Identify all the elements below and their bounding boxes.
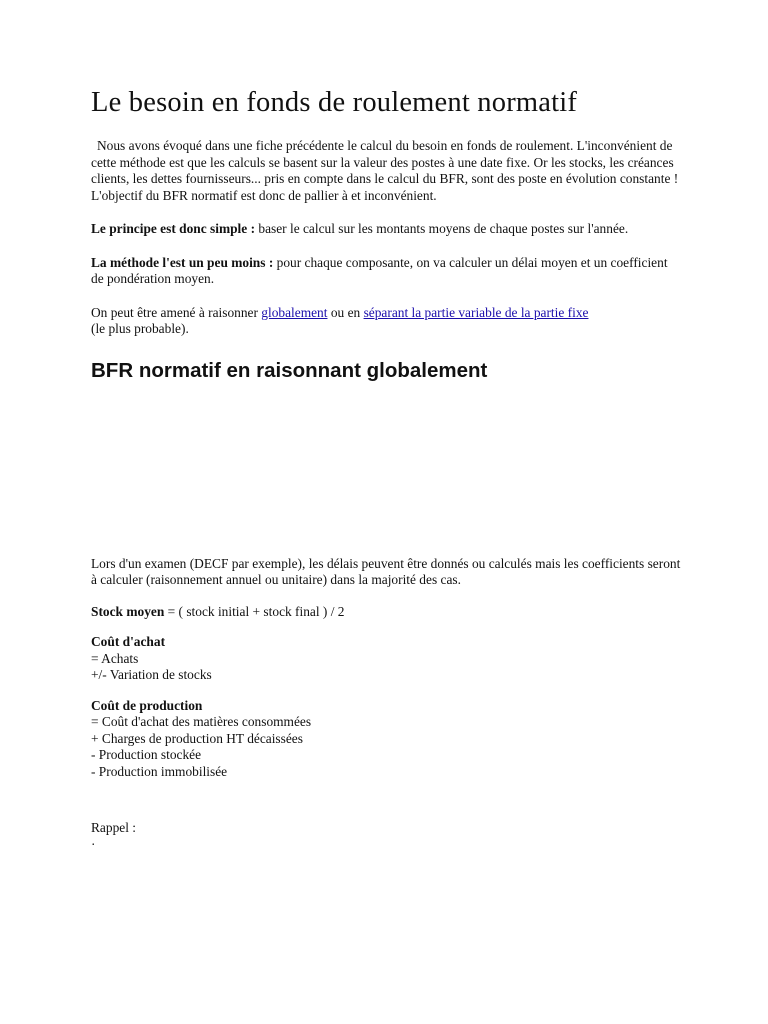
rappel-paragraph	[91, 820, 681, 853]
cout-production-line: - Production immobilisée	[91, 763, 228, 779]
principe-paragraph	[91, 221, 681, 238]
raisonner-middle: ou en	[327, 304, 364, 320]
examen-paragraph: Lors d'un examen (DECF par exemple), les délais peuvent être donnés ou calculés mais les coefficients seront à calculer (raisonnement annuel ou unitaire) dans la majorité des cas.	[91, 555, 681, 587]
stock-moyen-formula: = ( stock initial + stock final ) / 2	[164, 603, 345, 619]
section-title: BFR normatif en raisonnant globalement	[91, 358, 488, 382]
cout-production-line: + Charges de production HT décaissées	[91, 730, 303, 746]
cout-achat-line: = Achats	[91, 650, 139, 666]
principe-label: Le principe est donc simple :	[91, 221, 256, 236]
methode-paragraph	[91, 255, 681, 288]
globalement-link[interactable]: globalement	[261, 304, 328, 320]
stock-moyen-paragraph	[91, 604, 681, 621]
cout-achat-block	[91, 634, 681, 684]
separant-link[interactable]: séparant la partie variable de la partie fixe	[363, 304, 589, 320]
methode-text: pour chaque composante, on va calculer un délai moyen et un coefficient de pondération moyen.	[91, 254, 668, 286]
intro-text: Nous avons évoqué dans une fiche précédente le calcul du besoin en fonds de roulement. L'inconvénient de cette méthode est que les calculs se basent sur la valeur des postes à une date fixe. Or les stocks, les créances clients, les dettes fournisseurs... pris en compte dans le calcul du BFR, sont des poste en évolution constante ! L'objectif du BFR normatif est donc de pallier à et inconvénient.	[91, 138, 679, 203]
raisonner-after: (le plus probable).	[91, 321, 189, 336]
cout-production-line: = Coût d'achat des matières consommées	[91, 714, 312, 729]
document-content	[91, 84, 681, 853]
principe-text: baser le calcul sur les montants moyens de chaque postes sur l'année.	[255, 221, 629, 236]
raisonner-paragraph	[91, 305, 681, 338]
rappel-label: Rappel :	[91, 820, 136, 835]
stock-moyen-label: Stock moyen	[91, 603, 165, 619]
blank-area	[91, 384, 681, 556]
cout-achat-line: +/- Variation de stocks	[91, 667, 212, 682]
cout-achat-label: Coût d'achat	[91, 634, 166, 649]
methode-label: La méthode l'est un peu moins :	[91, 254, 274, 270]
cout-production-block	[91, 698, 681, 781]
cout-production-line: - Production stockée	[91, 747, 202, 762]
intro-paragraph	[91, 138, 681, 204]
rappel-bullet: ·	[91, 836, 96, 852]
cout-production-label: Coût de production	[91, 697, 203, 713]
raisonner-before: On peut être amené à raisonner	[91, 304, 262, 320]
page-title: Le besoin en fonds de roulement normatif	[91, 87, 578, 118]
